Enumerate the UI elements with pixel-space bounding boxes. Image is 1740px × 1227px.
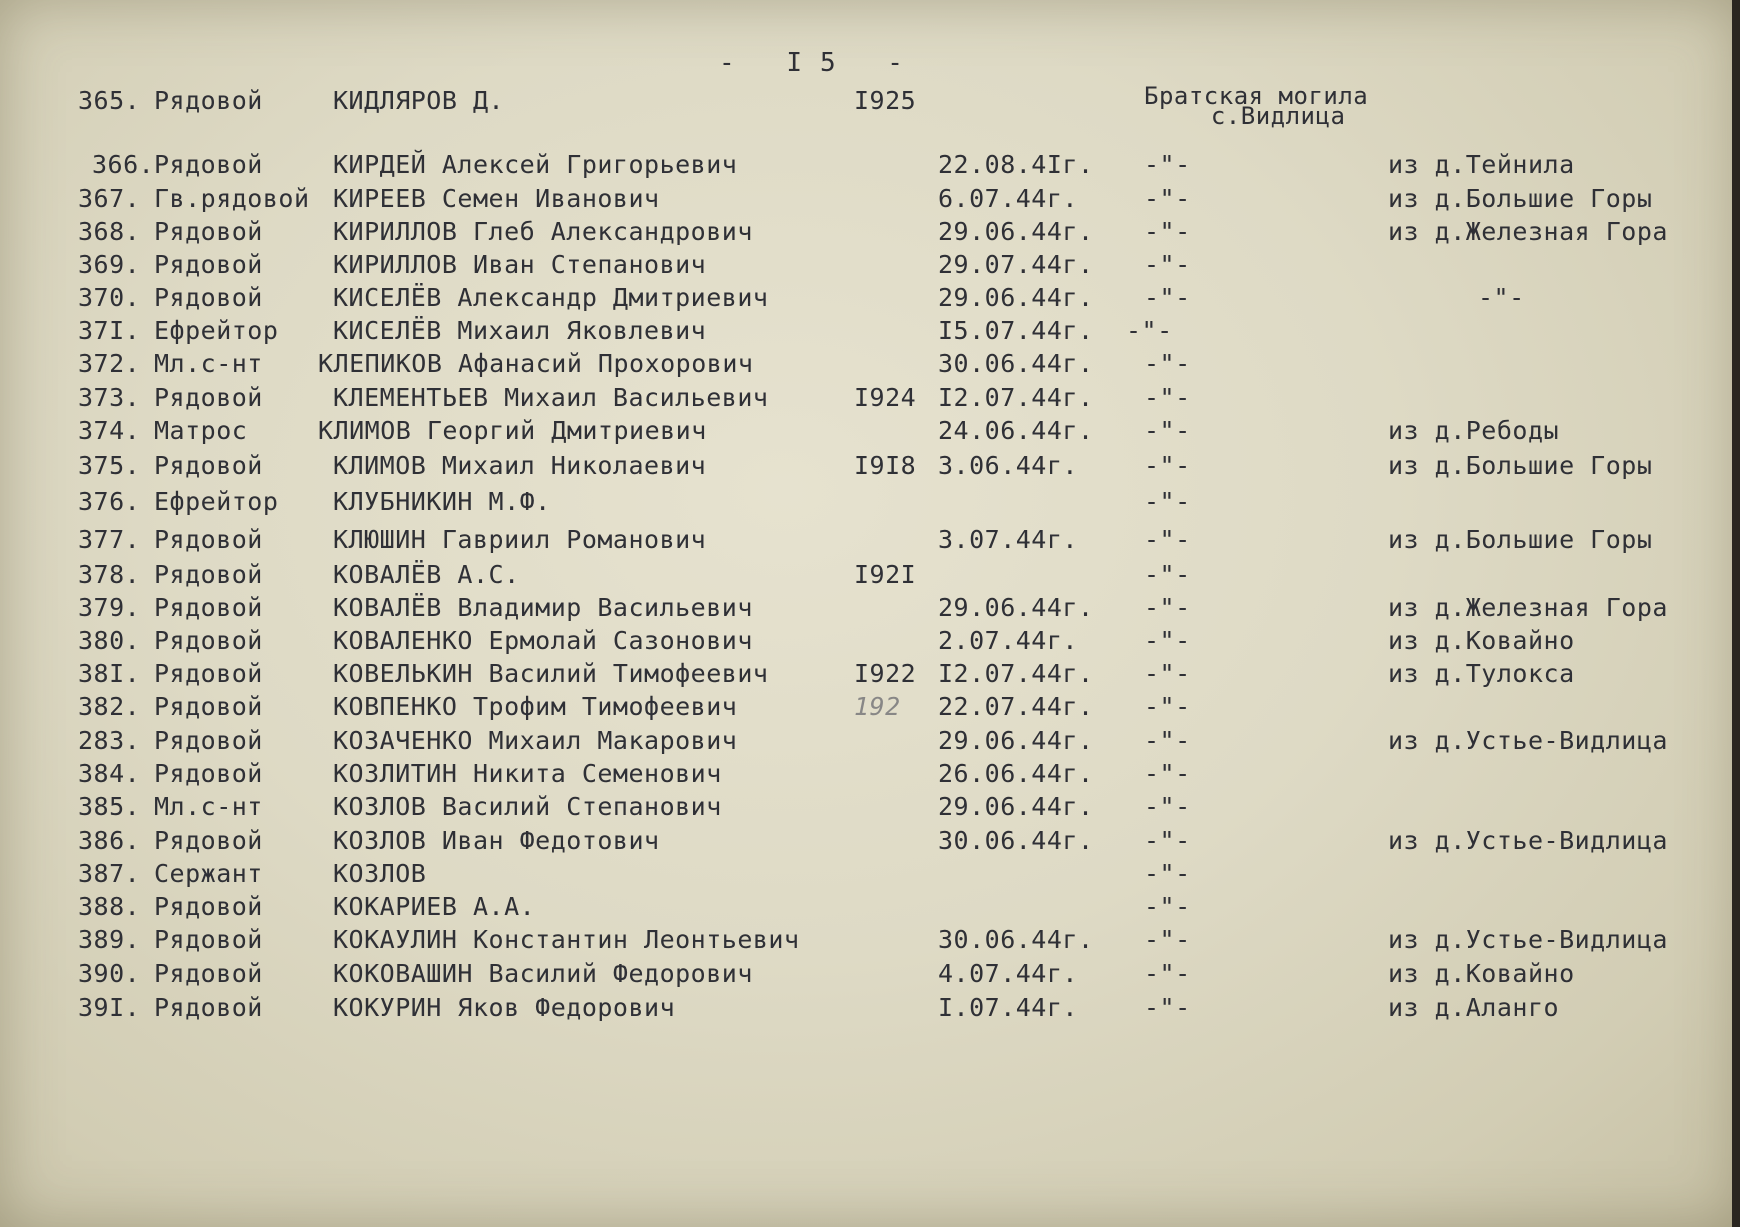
entry-rank: Рядовой <box>154 250 263 279</box>
entry-number: 375. <box>78 451 141 480</box>
entry-burial-place: -"- <box>1144 150 1191 179</box>
entry-rank: Рядовой <box>154 217 263 246</box>
entry-burial-place: -"- <box>1144 892 1191 921</box>
entry-name: КЛУБНИКИН М.Ф. <box>333 487 551 516</box>
entry-name: КЛЮШИН Гавриил Романович <box>333 525 707 554</box>
entry-burial-place: -"- <box>1144 593 1191 622</box>
entry-name: КОЗЛОВ Василий Степанович <box>333 792 722 821</box>
entry-rank: Рядовой <box>154 86 263 115</box>
entry-name: КИРЕЕВ Семен Иванович <box>333 184 660 213</box>
entry-number: 379. <box>78 593 141 622</box>
entry-burial-place: -"- <box>1144 826 1191 855</box>
entry-name: КОЗЛОВ <box>333 859 427 888</box>
entry-number: 370. <box>78 283 141 312</box>
entry-burial-place: -"- <box>1144 560 1191 589</box>
entry-burial-place: -"- <box>1144 692 1191 721</box>
entry-number: 384. <box>78 759 141 788</box>
entry-burial-place: -"- <box>1144 726 1191 755</box>
entry-number: 382. <box>78 692 141 721</box>
entry-burial-place: -"- <box>1144 959 1191 988</box>
entry-rank: Рядовой <box>154 759 263 788</box>
entry-number: 373. <box>78 383 141 412</box>
burial-heading-line2: с.Видлица <box>1210 102 1346 130</box>
entry-rank: Рядовой <box>154 726 263 755</box>
entry-burial-place: -"- <box>1144 659 1191 688</box>
entry-number: 380. <box>78 626 141 655</box>
entry-burial-place: -"- <box>1144 487 1191 516</box>
list-item <box>0 957 1740 991</box>
entry-name: КОКАРИЕВ А.А. <box>333 892 536 921</box>
entry-death-date: 29.06.44г. <box>938 217 1094 246</box>
entry-origin: -"- <box>1478 283 1525 312</box>
entry-birth-year: I92I <box>854 560 917 589</box>
entry-name: КИРИЛЛОВ Глеб Александрович <box>333 217 753 246</box>
entry-number: 376. <box>78 487 141 516</box>
entry-death-date: I.07.44г. <box>938 993 1078 1022</box>
entry-name: КИРДЕЙ Алексей Григорьевич <box>333 150 738 179</box>
list-item <box>0 624 1740 658</box>
list-item <box>0 523 1740 557</box>
entry-death-date: 30.06.44г. <box>938 925 1094 954</box>
entry-origin: из д.Большие Горы <box>1388 184 1653 213</box>
entry-death-date: 22.07.44г. <box>938 692 1094 721</box>
entry-name: КЛЕПИКОВ Афанасий Прохорович <box>318 349 754 378</box>
list-item <box>0 690 1740 724</box>
entry-rank: Рядовой <box>154 826 263 855</box>
entry-number: 386. <box>78 826 141 855</box>
entry-rank: Рядовой <box>154 283 263 312</box>
entry-name: КИСЕЛЁВ Михаил Яковлевич <box>333 316 707 345</box>
entry-origin: из д.Железная Гора <box>1388 217 1668 246</box>
list-item <box>0 657 1740 691</box>
entry-death-date: 29.06.44г. <box>938 792 1094 821</box>
entry-birth-year: I922 <box>854 659 917 688</box>
entry-rank: Сержант <box>154 859 263 888</box>
entry-origin: из д.Устье-Видлица <box>1388 925 1668 954</box>
entry-death-date: 6.07.44г. <box>938 184 1078 213</box>
entry-name: КОКУРИН Яков Федорович <box>333 993 676 1022</box>
entry-death-date: 4.07.44г. <box>938 959 1078 988</box>
entry-name: КИСЕЛЁВ Александр Дмитриевич <box>333 283 769 312</box>
list-item <box>0 314 1740 348</box>
list-item <box>0 148 1740 182</box>
entry-number: 389. <box>78 925 141 954</box>
entry-number: 365. <box>78 86 141 115</box>
entry-rank: Мл.с-нт <box>154 349 263 378</box>
entry-burial-place: -"- <box>1144 283 1191 312</box>
entry-death-date: 24.06.44г. <box>938 416 1094 445</box>
entry-burial-place: -"- <box>1144 250 1191 279</box>
entry-rank: Рядовой <box>154 626 263 655</box>
entry-rank: Ефрейтор <box>154 316 279 345</box>
list-item <box>0 790 1740 824</box>
entry-origin: из д.Ковайно <box>1388 626 1575 655</box>
burial-place-heading <box>1144 82 1369 130</box>
entry-rank: Рядовой <box>154 692 263 721</box>
entry-death-date: 29.06.44г. <box>938 593 1094 622</box>
entry-burial-place: -"- <box>1144 217 1191 246</box>
entry-rank: Рядовой <box>154 560 263 589</box>
entry-burial-place: -"- <box>1126 316 1173 345</box>
entry-number: 388. <box>78 892 141 921</box>
entry-death-date: 3.06.44г. <box>938 451 1078 480</box>
entry-death-date: 29.06.44г. <box>938 283 1094 312</box>
entry-rank: Мл.с-нт <box>154 792 263 821</box>
entry-number: 283. <box>78 726 141 755</box>
entry-number: 37I. <box>78 316 141 345</box>
entry-name: КОВЕЛЬКИН Василий Тимофеевич <box>333 659 769 688</box>
entry-name: КОЗАЧЕНКО Михаил Макарович <box>333 726 738 755</box>
entry-burial-place: -"- <box>1144 184 1191 213</box>
entry-number: 367. <box>78 184 141 213</box>
entry-birth-year: I925 <box>854 86 917 115</box>
list-item <box>0 923 1740 957</box>
entry-origin: из д.Ковайно <box>1388 959 1575 988</box>
page-number: - I5 - <box>719 48 921 78</box>
entry-burial-place: -"- <box>1144 451 1191 480</box>
entry-death-date: 30.06.44г. <box>938 349 1094 378</box>
entry-death-date: 26.06.44г. <box>938 759 1094 788</box>
entry-burial-place: -"- <box>1144 759 1191 788</box>
entry-number: 368. <box>78 217 141 246</box>
list-item <box>0 757 1740 791</box>
entry-name: КИДЛЯРОВ Д. <box>333 86 505 115</box>
entry-number: 366. <box>92 150 155 179</box>
list-item <box>0 381 1740 415</box>
entry-death-date: 30.06.44г. <box>938 826 1094 855</box>
entry-number: 390. <box>78 959 141 988</box>
entry-burial-place: -"- <box>1144 416 1191 445</box>
page-edge <box>1732 0 1740 1227</box>
list-item <box>0 724 1740 758</box>
burial-heading-line1: Братская могила <box>1144 82 1369 110</box>
entry-origin: из д.Аланго <box>1388 993 1560 1022</box>
entry-burial-place: -"- <box>1144 626 1191 655</box>
entry-death-date: I2.07.44г. <box>938 383 1094 412</box>
list-item <box>0 485 1740 519</box>
entry-rank: Рядовой <box>154 892 263 921</box>
entry-origin: из д.Ребоды <box>1388 416 1560 445</box>
list-item <box>0 857 1740 891</box>
entry-name: КОВАЛЕНКО Ермолай Сазонович <box>333 626 753 655</box>
list-item <box>0 414 1740 448</box>
entry-name: КОКОВАШИН Василий Федорович <box>333 959 753 988</box>
entry-death-date: 3.07.44г. <box>938 525 1078 554</box>
entry-rank: Гв.рядовой <box>154 184 310 213</box>
entry-death-date: 22.08.4Iг. <box>938 150 1094 179</box>
entry-rank: Рядовой <box>154 959 263 988</box>
entry-origin: из д.Большие Горы <box>1388 525 1653 554</box>
entry-burial-place: -"- <box>1144 383 1191 412</box>
entry-death-date: I5.07.44г. <box>938 316 1094 345</box>
entry-birth-year: I9I8 <box>854 451 917 480</box>
entry-origin: из д.Большие Горы <box>1388 451 1653 480</box>
entry-death-date: 29.06.44г. <box>938 726 1094 755</box>
entry-rank: Рядовой <box>154 925 263 954</box>
entry-name: КОКАУЛИН Константин Леонтьевич <box>333 925 800 954</box>
entry-origin: из д.Тулокса <box>1388 659 1575 688</box>
list-item <box>0 991 1740 1025</box>
entry-burial-place: -"- <box>1144 525 1191 554</box>
list-item <box>0 347 1740 381</box>
entry-burial-place: -"- <box>1144 925 1191 954</box>
entry-name: КЛИМОВ Георгий Дмитриевич <box>318 416 707 445</box>
entry-rank: Рядовой <box>154 451 263 480</box>
entry-burial-place: -"- <box>1144 349 1191 378</box>
entry-rank: Рядовой <box>154 659 263 688</box>
entry-number: 378. <box>78 560 141 589</box>
entry-number: 374. <box>78 416 141 445</box>
entry-number: 372. <box>78 349 141 378</box>
entry-name: КЛИМОВ Михаил Николаевич <box>333 451 707 480</box>
entry-name: КЛЕМЕНТЬЕВ Михаил Васильевич <box>333 383 769 412</box>
entry-death-date: I2.07.44г. <box>938 659 1094 688</box>
list-item <box>0 281 1740 315</box>
list-item <box>0 591 1740 625</box>
list-entry-365 <box>0 82 1740 146</box>
entry-name: КИРИЛЛОВ Иван Степанович <box>333 250 707 279</box>
entry-origin: из д.Железная Гора <box>1388 593 1668 622</box>
entry-origin: из д.Устье-Видлица <box>1388 826 1668 855</box>
entry-death-date: 29.07.44г. <box>938 250 1094 279</box>
entry-origin: из д.Устье-Видлица <box>1388 726 1668 755</box>
entry-name: КОЗЛОВ Иван Федотович <box>333 826 660 855</box>
entry-rank: Рядовой <box>154 593 263 622</box>
entry-name: КОЗЛИТИН Никита Семенович <box>333 759 722 788</box>
entry-number: 369. <box>78 250 141 279</box>
entry-birth-year: I924 <box>854 383 917 412</box>
entry-name: КОВАЛЁВ А.С. <box>333 560 520 589</box>
entry-rank: Матрос <box>154 416 248 445</box>
entry-number: 38I. <box>78 659 141 688</box>
entry-rank: Рядовой <box>154 383 263 412</box>
entry-rank: Рядовой <box>154 993 263 1022</box>
entry-burial-place: -"- <box>1144 859 1191 888</box>
entry-rank: Рядовой <box>154 525 263 554</box>
list-item <box>0 449 1740 483</box>
list-item <box>0 215 1740 249</box>
entry-name: КОВПЕНКО Трофим Тимофеевич <box>333 692 738 721</box>
entry-burial-place: -"- <box>1144 993 1191 1022</box>
entry-origin: из д.Тейнила <box>1388 150 1575 179</box>
entry-rank: Рядовой <box>154 150 263 179</box>
list-item <box>0 824 1740 858</box>
list-item <box>0 182 1740 216</box>
entry-rank: Ефрейтор <box>154 487 279 516</box>
entry-number: 385. <box>78 792 141 821</box>
entry-birth-year: 192 <box>854 692 901 721</box>
list-item <box>0 248 1740 282</box>
entry-number: 387. <box>78 859 141 888</box>
list-item <box>0 890 1740 924</box>
entry-death-date: 2.07.44г. <box>938 626 1078 655</box>
entry-number: 39I. <box>78 993 141 1022</box>
entry-number: 377. <box>78 525 141 554</box>
entry-burial-place: -"- <box>1144 792 1191 821</box>
list-item <box>0 558 1740 592</box>
entry-name: КОВАЛЁВ Владимир Васильевич <box>333 593 753 622</box>
